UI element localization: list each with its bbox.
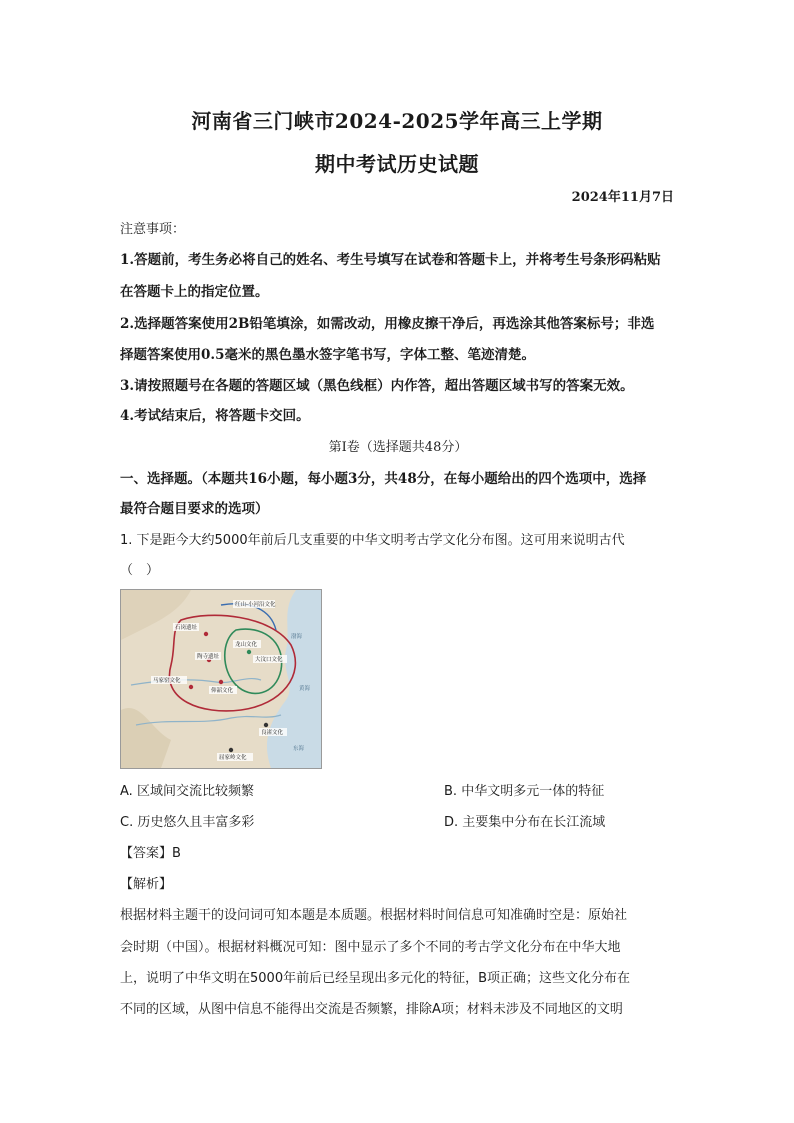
notice-heading: 注意事项： bbox=[120, 222, 186, 237]
map-label: 马家窑文化 bbox=[153, 678, 181, 684]
exam-date: 2024年11月7日 bbox=[571, 190, 674, 205]
notice-line: 4.考试结束后，将答题卡交回。 bbox=[120, 408, 310, 424]
analysis-line: 上，说明了中华文明在5000年前后已经呈现出多元化的特征，B项正确；这些文化分布在 bbox=[120, 971, 631, 986]
map-label: 东海 bbox=[293, 746, 305, 752]
option-letter: D. bbox=[444, 815, 459, 830]
option-text: 主要集中分布在长江流域 bbox=[462, 815, 606, 830]
section-intro-line: 最符合题目要求的选项） bbox=[120, 501, 269, 517]
option-letter: A. bbox=[120, 784, 133, 799]
analysis-label: 【解析】 bbox=[120, 877, 173, 892]
notice-line: 2.选择题答案使用2B铅笔填涂，如需改动，用橡皮擦干净后，再选涂其他答案标号；非选 bbox=[120, 316, 655, 332]
notice-line: 择题答案使用0.5毫米的黑色墨水签字笔书写，字体工整、笔迹清楚。 bbox=[120, 347, 535, 363]
map-label: 龙山文化 bbox=[235, 642, 258, 648]
culture-distribution-map bbox=[120, 589, 322, 769]
option-d bbox=[444, 811, 605, 830]
site-dot bbox=[229, 748, 233, 752]
site-dot bbox=[219, 680, 223, 684]
option-a bbox=[120, 780, 254, 799]
option-text: 历史悠久且丰富多彩 bbox=[137, 815, 255, 830]
option-c bbox=[120, 811, 254, 830]
map-label: 陶寺遗址 bbox=[197, 654, 220, 660]
option-letter: B. bbox=[444, 784, 458, 799]
notice-line: 1.答题前，考生务必将自己的姓名、考生号填写在试卷和答题卡上，并将考生号条形码粘贴 bbox=[120, 252, 661, 268]
question-stem-blank: （ ） bbox=[120, 563, 160, 578]
question-stem: 1. 下是距今大约5000年前后几支重要的中华文明考古学文化分布图。这可用来说明古代 bbox=[120, 533, 625, 548]
map-label: 良渚文化 bbox=[261, 730, 284, 736]
section-intro-line: 一、选择题。（本题共16小题，每小题3分，共48分，在每小题给出的四个选项中，选择 bbox=[120, 471, 647, 487]
analysis-line: 根据材料主题干的设问词可知本题是本质题。根据材料时间信息可知准确时空是：原始社 bbox=[120, 908, 628, 923]
option-b bbox=[444, 780, 604, 799]
option-text: 中华文明多元一体的特征 bbox=[461, 784, 605, 799]
notice-line: 3.请按照题号在各题的答题区域（黑色线框）内作答，超出答题区域书写的答案无效。 bbox=[120, 378, 634, 394]
site-dot bbox=[247, 650, 251, 654]
map-label: 屈家岭文化 bbox=[219, 755, 247, 761]
map-label: 渤海 bbox=[291, 634, 303, 640]
option-letter: C. bbox=[120, 815, 134, 830]
exam-title-line2: 期中考试历史试题 bbox=[315, 152, 479, 176]
map-label: 黄海 bbox=[299, 686, 311, 692]
exam-title-line1: 河南省三门峡市2024-2025学年高三上学期 bbox=[191, 109, 603, 133]
site-dot bbox=[264, 723, 268, 727]
option-text: 区域间交流比较频繁 bbox=[136, 784, 254, 799]
analysis-line: 不同的区域，从图中信息不能得出交流是否频繁，排除A项；材料未涉及不同地区的文明 bbox=[120, 1002, 623, 1017]
map-label: 石岗遗址 bbox=[175, 625, 198, 631]
map-label: 仰韶文化 bbox=[211, 688, 234, 694]
map-svg bbox=[121, 590, 321, 768]
section-title: 第Ⅰ卷（选择题共48分） bbox=[328, 440, 468, 455]
site-dot bbox=[204, 632, 208, 636]
analysis-line: 会时期（中国）。根据材料概况可知：图中显示了多个不同的考古学文化分布在中华大地 bbox=[120, 940, 621, 955]
map-label: 大汶口文化 bbox=[255, 657, 283, 663]
notice-line: 在答题卡上的指定位置。 bbox=[120, 284, 269, 300]
site-dot bbox=[189, 685, 193, 689]
answer-label: 【答案】B bbox=[120, 846, 181, 861]
map-label: 红山-小河沿文化 bbox=[235, 602, 276, 608]
